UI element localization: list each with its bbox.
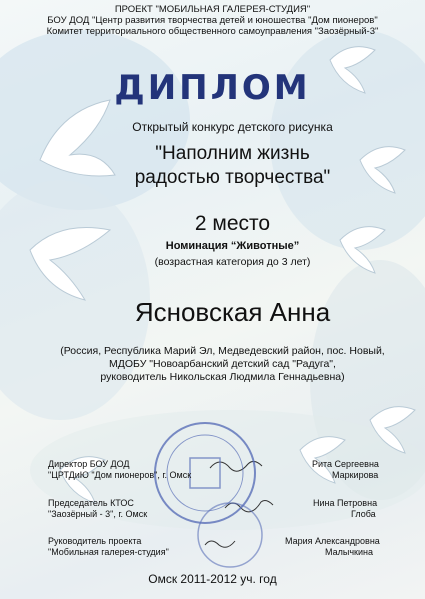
organization-line-2: Комитет территориального общественного самоуправления "Заозёрный-3" bbox=[46, 26, 379, 37]
award-nomination: Номинация “Животные” bbox=[165, 240, 300, 252]
contest-name-line-2: радостью творчества" bbox=[134, 167, 331, 188]
contest-intro: Открытый конкурс детского рисунка bbox=[132, 120, 333, 134]
signatory-role: Руководитель проекта "Мобильная галерея-студия" bbox=[48, 536, 169, 557]
award-place: 2 место bbox=[194, 212, 271, 235]
recipient-detail-line-1: (Россия, Республика Марий Эл, Медведевский район, пос. Новый, bbox=[60, 345, 385, 357]
signatory-role: Председатель КТОС "Заозёрный - 3", г. Омск bbox=[48, 498, 148, 519]
contest-name-line-1: "Наполним жизнь bbox=[155, 143, 310, 164]
recipient-detail-line-3: руководитель Никольская Людмила Геннадьевна) bbox=[100, 371, 345, 383]
round-stamp-icon bbox=[190, 500, 270, 570]
recipient-detail-line-2: МДОБУ "Новоарбанский детский сад "Радуга", bbox=[109, 358, 336, 370]
organization-line-1: БОУ ДОД "Центр развития творчества детей и юношества "Дом пионеров" bbox=[47, 15, 378, 26]
signatory-role: Директор БОУ ДОД "ЦРТДиЮ "Дом пионеров", г. Омск bbox=[48, 459, 192, 480]
footer-year: Омск 2011-2012 уч. год bbox=[148, 572, 277, 586]
signatory-name: Рита Сергеевна Маркирова bbox=[312, 459, 379, 480]
recipient-name: Ясновская Анна bbox=[134, 297, 331, 327]
award-age-category: (возрастная категория до 3 лет) bbox=[154, 256, 311, 268]
signatory-name: Нина Петровна Глоба bbox=[313, 498, 378, 519]
page-title: ДИПЛОМ bbox=[114, 68, 311, 108]
project-header: ПРОЕКТ "МОБИЛЬНАЯ ГАЛЕРЕЯ-СТУДИЯ" bbox=[114, 4, 311, 15]
signatory-name: Мария Александровна Малычкина bbox=[285, 536, 380, 557]
